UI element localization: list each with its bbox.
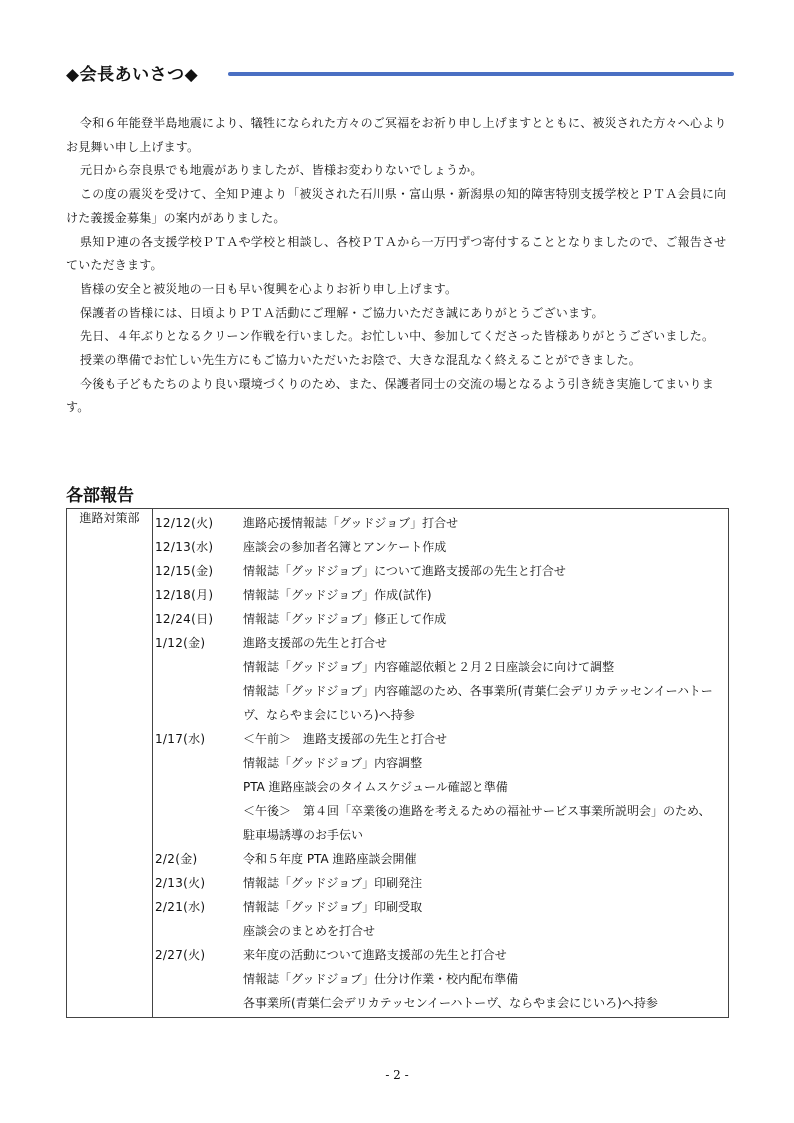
entry-date: 1/17(水) xyxy=(155,732,206,746)
entry-text: 情報誌「グッドジョブ」修正して作成 xyxy=(243,612,447,626)
report-row xyxy=(67,509,729,1018)
greeting-paragraph: 保護者の皆様には、日頃よりＰＴＡ活動にご理解・ご協力いただき誠にありがとうございます。 xyxy=(80,305,604,320)
entry-date: 1/12(金) xyxy=(155,636,206,650)
report-entry xyxy=(243,655,722,679)
entry-text: 情報誌「グッドジョブ」印刷発注 xyxy=(243,876,423,890)
entry-text: ＜午後＞ 第４回「卒業後の進路を考えるための福祉サービス事業所説明会」のため、駐車場誘導のお手伝い xyxy=(243,804,711,842)
greeting-paragraph: この度の震災を受けて、全知Ｐ連より「被災された石川県・富山県・新潟県の知的障害特別支援学校とＰＴＡ会員に向けた義援金募集」の案内がありました。 xyxy=(66,187,727,225)
greeting-heading-row xyxy=(66,64,734,86)
entry-text: 情報誌「グッドジョブ」内容調整 xyxy=(243,756,423,770)
entry-text: 進路応援情報誌「グッドジョブ」打合せ xyxy=(243,516,459,530)
entry-text: 座談会のまとめを打合せ xyxy=(243,924,376,938)
report-title: 各部報告 xyxy=(66,486,134,506)
entry-date: 12/13(水) xyxy=(155,540,214,554)
report-entry xyxy=(243,919,722,943)
report-entry xyxy=(243,679,722,727)
greeting-paragraph: 皆様の安全と被災地の一日も早い復興を心よりお祈り申し上げます。 xyxy=(80,281,458,296)
entry-text: 情報誌「グッドジョブ」内容確認のため、各事業所(青葉仁会デリカテッセンイーハトーヴ、ならやま会にじいろ)へ持参 xyxy=(243,684,713,722)
greeting-paragraph: 令和６年能登半島地震により、犠牲になられた方々のご冥福をお祈り申し上げますとともに、被災された方々へ心よりお見舞い申し上げます。 xyxy=(66,116,727,154)
entry-text: ＜午前＞ 進路支援部の先生と打合せ xyxy=(243,732,448,746)
greeting-heading: ◆会長あいさつ◆ xyxy=(66,65,199,85)
greeting-paragraph: 県知Ｐ連の各支援学校ＰＴＡや学校と相談し、各校ＰＴＡから一万円ずつ寄付することとなりましたので、ご報告させていただきます。 xyxy=(66,234,727,273)
page-number: - 2 - xyxy=(385,1068,409,1082)
entry-text: 情報誌「グッドジョブ」作成(試作) xyxy=(243,588,432,602)
entry-date: 2/21(水) xyxy=(155,900,206,914)
report-entry xyxy=(155,511,722,535)
report-entry xyxy=(243,775,722,799)
report-entry xyxy=(155,727,722,751)
report-entry xyxy=(155,847,722,871)
entry-date: 12/24(日) xyxy=(155,612,214,626)
report-entry xyxy=(155,607,722,631)
greeting-paragraph: 元日から奈良県でも地震がありましたが、皆様お変わりないでしょうか。 xyxy=(80,163,483,178)
entries-cell xyxy=(153,509,729,1018)
entry-text: 情報誌「グッドジョブ」印刷受取 xyxy=(243,900,423,914)
entry-text: 情報誌「グッドジョブ」仕分け作業・校内配布準備 xyxy=(243,972,519,986)
greeting-paragraph: 先日、４年ぶりとなるクリーン作戦を行いました。お忙しい中、参加してくださった皆様ありがとうございました。 xyxy=(80,329,715,344)
entry-date: 12/18(月) xyxy=(155,588,214,602)
report-entry xyxy=(155,871,722,895)
greeting-body xyxy=(66,112,734,420)
department-cell: 進路対策部 xyxy=(67,509,153,1018)
report-entry xyxy=(155,583,722,607)
report-entry xyxy=(155,895,722,919)
entry-date: 2/27(火) xyxy=(155,948,206,962)
entry-date: 12/15(金) xyxy=(155,564,214,578)
entry-date: 2/13(火) xyxy=(155,876,206,890)
report-entry xyxy=(243,751,722,775)
entry-text: 情報誌「グッドジョブ」について進路支援部の先生と打合せ xyxy=(243,564,566,578)
report-entry xyxy=(155,943,722,967)
entry-text: 各事業所(青葉仁会デリカテッセンイーハトーヴ、ならやま会にじいろ)へ持参 xyxy=(243,996,658,1010)
report-entry xyxy=(155,535,722,559)
entry-text: 令和５年度 PTA 進路座談会開催 xyxy=(243,852,417,866)
entry-text: 来年度の活動について進路支援部の先生と打合せ xyxy=(243,948,507,962)
entry-text: PTA 進路座談会のタイムスケジュール確認と準備 xyxy=(243,780,508,794)
report-table xyxy=(66,508,729,1018)
entry-text: 情報誌「グッドジョブ」内容確認依頼と２月２日座談会に向けて調整 xyxy=(243,660,615,674)
report-entry xyxy=(155,631,722,655)
report-entry xyxy=(243,799,722,847)
entry-text: 進路支援部の先生と打合せ xyxy=(243,636,388,650)
entry-date: 12/12(火) xyxy=(155,516,214,530)
entry-text: 座談会の参加者名簿とアンケート作成 xyxy=(243,540,447,554)
report-entry xyxy=(155,559,722,583)
greeting-paragraph: 今後も子どもたちのより良い環境づくりのため、また、保護者同士の交流の場となるよう引き続き実施してまいります。 xyxy=(66,376,714,415)
report-entry xyxy=(243,967,722,991)
entry-date: 2/2(金) xyxy=(155,852,198,866)
report-entry xyxy=(243,991,722,1015)
heading-divider xyxy=(228,72,734,76)
greeting-paragraph: 授業の準備でお忙しい先生方にもご協力いただいたお陰で、大きな混乱なく終えることができました。 xyxy=(80,353,641,368)
